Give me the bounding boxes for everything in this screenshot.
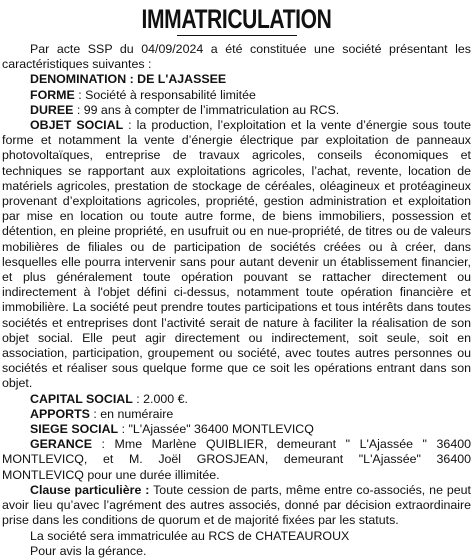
notice-title: IMMATRICULATION [141, 4, 332, 34]
title-underline [177, 35, 297, 36]
objet-social-label: OBJET SOCIAL [30, 118, 124, 133]
forme-line [2, 88, 471, 103]
gerance-label: GERANCE [30, 437, 92, 452]
duree-value: : 99 ans à compter de l’immatriculation au RCS. [73, 102, 340, 117]
apports-value: : en numéraire [89, 406, 174, 421]
denomination-label: DENOMINATION : DE L'AJASSEE [30, 72, 227, 87]
capital-social-label: CAPITAL SOCIAL [30, 391, 133, 406]
immatriculation-line: La société sera immatriculée au RCS de CHATEAUROUX [30, 528, 350, 543]
forme-value: : Société à responsabilité limitée [74, 87, 256, 102]
duree-line [2, 103, 471, 118]
duree-label: DUREE [30, 102, 74, 117]
notice-body [2, 42, 471, 559]
gerance-paragraph [2, 437, 471, 483]
capital-social-line [2, 392, 471, 407]
apports-label: APPORTS [30, 406, 90, 421]
intro-paragraph: Par acte SSP du 04/09/2024 a été constituée une société présentant les caractéristiques suivantes : [2, 42, 471, 72]
clause-label: Clause particulière : [30, 482, 150, 497]
siege-social-line [2, 422, 471, 437]
gerance-value: : Mme Marlène QUIBLIER, demeurant " L'Ajassée " 36400 MONTLEVICQ, et M. Joël GROSJEAN, demeurant "L'Ajassée" 36400 MONTLEVICQ pour une durée illimitée. [2, 437, 471, 482]
apports-line [2, 407, 471, 422]
clause-value: Toute cession de parts, même entre co-associés, ne peut avoir lieu qu’avec l’agrément des autres associés, donné par décision extraordinaire prise dans les conditions de quorum et de majorité fixées par les statuts. [2, 482, 471, 528]
objet-social-value: : la production, l’exploitation et la vente d’énergie sous toute forme et notamment la vente d’énergie électrique par exploitation de panneaux photovoltaïques, entreprise de travaux agricoles, conseils économiques et techniques se rapportant aux exploitations agricoles, l’achat, revente, location de matériels agricoles, prestation de stockage de céréales, oléagineux et protéagineux provenant d’exploitations agricoles, propriété, gestion administration et exploitation par mise en location ou toute autre forme, de biens immobiliers, possession et détention, en pleine propriété, en usufruit ou en nue-propriété, de titres ou de valeurs mobilières de filiales ou de participation de sociétés créées ou à créer, dans lesquelles elle pourra intervenir sans pour autant devenir un établissement financier, et plus généralement toute opération pouvant se rattacher directement ou indirectement à l'objet défini ci-dessus, notamment toute opération financière et immobilière. La société peut prendre toutes participations et tous intérêts dans toutes sociétés et entreprises dont l’activité serait de nature à faciliter la réalisation de son objet social. Elle peut agir directement ou indirectement, soit seule, soit en association, participation, groupement ou société, avec toutes autres personnes ou sociétés et réaliser sous quelque forme que ce soit les opérations entrant dans son objet. [2, 118, 472, 391]
siege-social-value: : "L'Ajassée" 36400 MONTLEVICQ [118, 422, 314, 437]
siege-social-label: SIEGE SOCIAL [30, 422, 119, 437]
closing-line: Pour avis la gérance. [30, 543, 147, 558]
denomination-line [2, 72, 471, 87]
forme-label: FORME [30, 87, 75, 102]
objet-social-paragraph [2, 118, 471, 392]
clause-paragraph [2, 483, 471, 529]
capital-social-value: : 2.000 €. [132, 391, 188, 406]
